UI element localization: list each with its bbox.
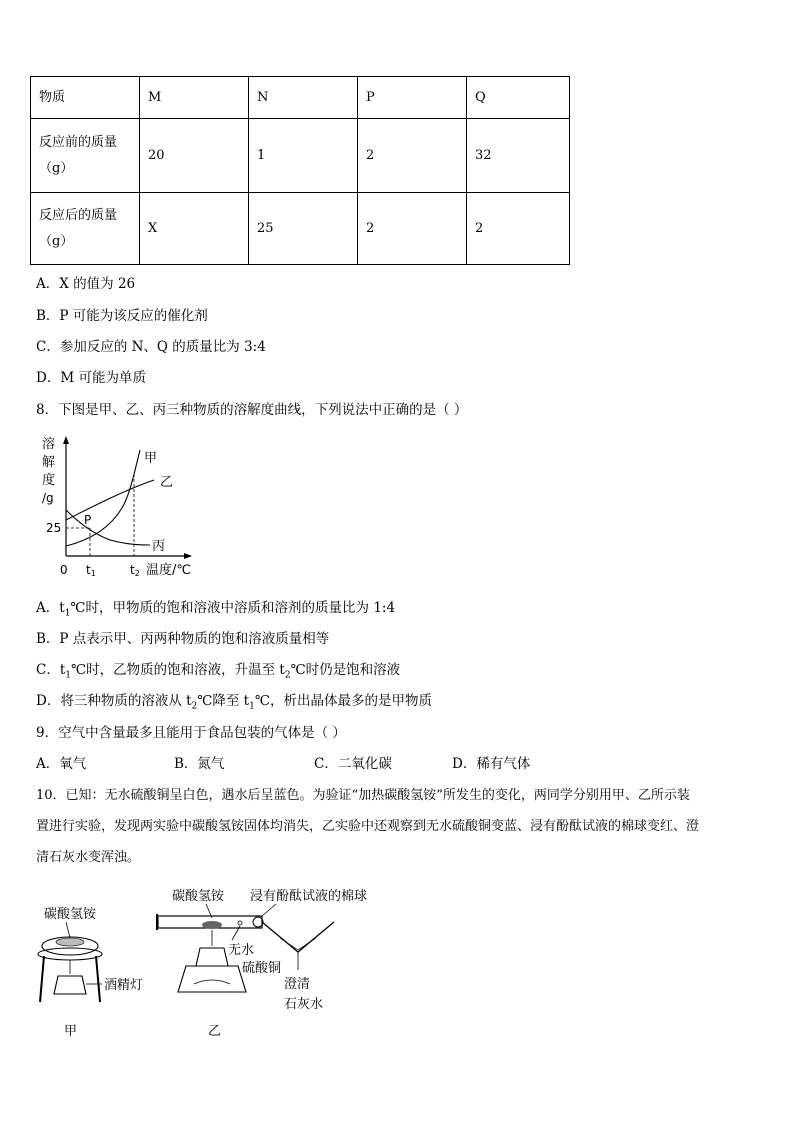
curve-yi-label: 乙 <box>160 475 174 490</box>
yi-cuso4-label-1: 无水 <box>228 943 255 958</box>
y-axis-label-3: 度 <box>42 473 56 488</box>
table-cell: X <box>140 193 249 265</box>
point-p-label: P <box>84 513 92 527</box>
row-label <box>31 193 140 265</box>
table-header-row <box>31 77 570 119</box>
table-cell: 20 <box>140 119 249 193</box>
q7-option-b: B．P 可能为该反应的催化剂 <box>36 308 208 324</box>
y-axis-label-4: /g <box>42 491 54 505</box>
q9-option-c: C．二氧化碳 <box>314 756 392 772</box>
solubility-graph <box>30 428 205 584</box>
y-axis-label-1: 溶 <box>42 437 56 452</box>
cuso4-granules <box>238 921 242 925</box>
q10-line-1: 10．已知：无水硫酸铜呈白色，遇水后呈蓝色。为验证“加热碳酸氢铵”所发生的变化，两同学分别用甲、乙所示装 <box>36 788 690 803</box>
row-label <box>31 119 140 193</box>
t2-label: t2 <box>130 563 140 578</box>
row-label-line2: （g） <box>39 233 74 249</box>
yi-lime-label-2: 石灰水 <box>284 997 324 1012</box>
table-cell: 1 <box>249 119 358 193</box>
y-axis-label-2: 解 <box>42 455 56 470</box>
curve-bing-label: 丙 <box>152 539 166 554</box>
q7-option-c: C．参加反应的 N、Q 的质量比为 3:4 <box>36 339 266 355</box>
table-cell: 25 <box>249 193 358 265</box>
v-tube <box>262 922 334 952</box>
table-cell: 2 <box>358 119 467 193</box>
curve-jia-label: 甲 <box>144 451 158 466</box>
table-header-cell: P <box>358 77 467 119</box>
x-axis-label: 温度/℃ <box>146 563 191 578</box>
jia-lamp-label: 酒精灯 <box>104 978 144 993</box>
jia-caption: 甲 <box>64 1024 78 1039</box>
table-header-cell: N <box>249 77 358 119</box>
lime-water-level <box>280 938 316 950</box>
q7-option-d: D．M 可能为单质 <box>36 370 146 386</box>
q8-option-b: B．P 点表示甲、丙两种物质的饱和溶液质量相等 <box>36 631 330 647</box>
table-row <box>31 119 570 193</box>
x-axis-arrow <box>184 553 192 559</box>
tripod-leg-left <box>40 956 44 1002</box>
yi-reagent-label: 碳酸氢铵 <box>172 889 225 904</box>
q9-stem: 9．空气中含量最多且能用于食品包装的气体是（ ） <box>36 725 346 741</box>
jia-lamp-body <box>54 976 86 994</box>
q9-option-d: D．稀有气体 <box>452 756 531 772</box>
tripod-leg-right <box>96 956 100 1002</box>
yi-lamp-body <box>196 948 228 966</box>
table-cell: 32 <box>467 119 570 193</box>
jia-reagent-label: 碳酸氢铵 <box>44 907 97 922</box>
yi-lamp-liquid <box>194 980 230 984</box>
curve-bing <box>66 510 150 545</box>
y-tick-25: 25 <box>46 521 62 535</box>
tripod-ring <box>38 948 102 960</box>
apparatus-figure <box>36 880 416 1040</box>
row-label-line2: （g） <box>39 160 74 176</box>
yi-cuso4-label-2: 硫酸铜 <box>242 961 282 976</box>
q7-option-a: A．X 的值为 26 <box>36 276 136 292</box>
yi-cotton-label: 浸有酚酞试液的棉球 <box>250 889 368 904</box>
q9-option-a: A．氧气 <box>36 756 87 772</box>
row-label-line1: 反应前的质量 <box>39 134 118 150</box>
q8-option-c: C．$t_1℃$时，乙物质的饱和溶液，升温至 $t_2℃$时仍是饱和溶液 <box>36 662 401 681</box>
q8-stem: 8．下图是甲、乙、丙三种物质的溶解度曲线，下列说法中正确的是（ ） <box>36 402 468 418</box>
table-cell: 2 <box>467 193 570 265</box>
y-axis-arrow <box>63 436 69 444</box>
table-cell: 2 <box>358 193 467 265</box>
mass-table <box>30 76 570 265</box>
jia-reagent-pointer <box>66 922 70 938</box>
q9-option-b: B．氮气 <box>174 756 225 772</box>
table-header-cell: M <box>140 77 249 119</box>
curve-jia <box>66 450 140 546</box>
yi-solid <box>202 921 222 929</box>
q8-option-a: A．$t_1℃$时，甲物质的饱和溶液中溶质和溶剂的质量比为 1:4 <box>36 600 396 619</box>
yi-cotton-pointer <box>262 904 276 916</box>
jia-solid <box>56 938 84 946</box>
q9-options <box>36 752 530 772</box>
row-label-line1: 反应后的质量 <box>39 207 118 223</box>
t1-label: t1 <box>86 563 96 578</box>
table-header-cell: 物质 <box>31 77 140 119</box>
table-header-cell: Q <box>467 77 570 119</box>
yi-lime-label-1: 澄清 <box>284 977 311 992</box>
yi-caption: 乙 <box>208 1024 222 1039</box>
q10-line-2: 置进行实验，发现两实验中碳酸氢铵固体均消失，乙实验中还观察到无水硫酸铜变蓝、浸有酚酞试液的棉球变红、澄 <box>36 819 700 834</box>
q8-option-d: D．将三种物质的溶液从 $t_2℃$降至 $t_1℃$，析出晶体最多的是甲物质 <box>36 693 432 712</box>
curve-yi <box>66 480 154 520</box>
yi-lamp-base <box>178 966 246 992</box>
table-row <box>31 193 570 265</box>
origin-label: 0 <box>60 563 68 577</box>
q10-line-3: 清石灰水变浑浊。 <box>36 850 141 865</box>
